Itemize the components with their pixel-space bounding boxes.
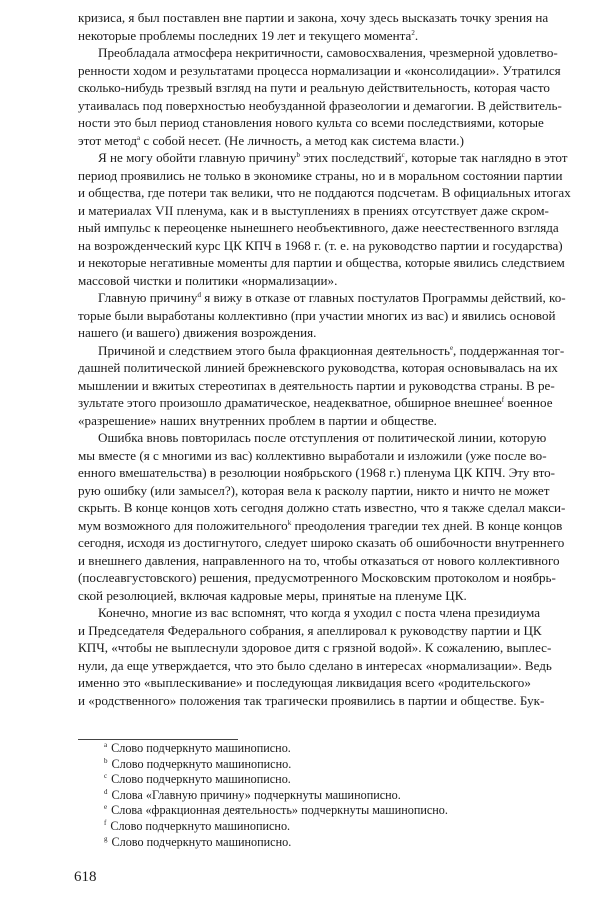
- paragraph: [78, 44, 562, 149]
- footnote: [104, 835, 448, 851]
- footnote-text: Слово подчеркнуто машинописно.: [110, 818, 291, 833]
- text-run: и «родственного» положения так трагически проявились в партии и обществе. Бук-: [78, 692, 545, 708]
- text-run: и Председателя Федерального собрания, я апеллировал к руководству партии и ЦК: [78, 622, 542, 638]
- text-run: Ошибка вновь повторилась после отступления от политической линии, которую: [98, 430, 547, 445]
- text-run: нашего (и вашего) движения возрождения.: [78, 325, 317, 340]
- text-line: [78, 219, 559, 237]
- text-run: ской резолюцией, включая кадровые меры, принятые на пленуме ЦК.: [78, 587, 467, 603]
- footnote-ref: e: [449, 343, 454, 352]
- footnote-mark: c: [104, 772, 108, 781]
- page-number: 618: [74, 869, 97, 885]
- text-run: Я не могу обойти главную причину: [98, 150, 297, 165]
- text-line: [78, 202, 549, 220]
- text-run: .: [414, 27, 419, 43]
- footnote-text: Слово подчеркнуто машинописно.: [111, 834, 292, 849]
- footnote-ref: f: [501, 396, 505, 404]
- text-line: [78, 552, 560, 570]
- text-run: и общества, где потери так велики, что не поддаются подсчетам. В официальных итогах: [78, 185, 571, 200]
- footnote: [104, 772, 448, 788]
- text-line: [78, 604, 541, 622]
- text-run: мышлении и вжитых стереотипах в деятельность партии и руководства страны. В ре-: [78, 377, 555, 393]
- text-line: [78, 447, 547, 465]
- text-line: [78, 62, 561, 80]
- text-run: и некоторые негативные моменты для партии и общества, которые явились следствием: [78, 255, 565, 270]
- text-line: [78, 534, 565, 552]
- footnote-mark: b: [104, 756, 108, 765]
- footnote-text: Слова «Главную причину» подчеркнуты машинописно.: [111, 787, 401, 802]
- text-run: мум возможного для положительного: [78, 517, 288, 533]
- text-run: период проявились не только в экономике страны, но и в моральном состоянии партии: [78, 167, 563, 183]
- footnote-ref: 2: [411, 28, 415, 37]
- text-run: этот метод: [78, 132, 138, 148]
- text-run: «разрешение» наших внутренних проблем в партии и обществе.: [78, 412, 437, 428]
- footnote-text: Слово подчеркнуто машинописно.: [111, 772, 291, 787]
- text-run: утаивалась под поверхностью необузданной фразеологии и демагогии. В действитель-: [78, 97, 562, 113]
- text-line: [78, 272, 530, 290]
- text-line: [78, 149, 568, 167]
- footnote-ref: b: [296, 151, 300, 159]
- footnote: [104, 741, 448, 757]
- paragraph: [78, 149, 571, 289]
- footnote-ref: c: [401, 151, 405, 159]
- footnote-text: Слово подчеркнуто машинописно.: [111, 741, 291, 755]
- text-run: Главную причину: [98, 290, 198, 305]
- text-line: [78, 464, 556, 482]
- text-line: [78, 517, 563, 535]
- body-text: [78, 9, 571, 709]
- text-line: [78, 324, 530, 342]
- text-line: [78, 499, 566, 517]
- text-run: и внешнего давления, направленного на то, чтобы отказаться от нового коллективного: [78, 552, 560, 568]
- text-run: на возрожденческий курс ЦК КПЧ в 1968 г. (т. е. на руководство партии и государства): [78, 237, 563, 253]
- text-line: [78, 569, 556, 587]
- text-run: военное: [504, 395, 553, 410]
- text-run: торые были выработаны коллективно (при участии многих из вас) и явились основой: [78, 307, 556, 323]
- footnote-mark: g: [104, 834, 108, 843]
- text-run: ный импульс к переоценке нынешнего необъективного, даже неестественного взгляда: [78, 220, 559, 235]
- text-run: мы вместе (я с многими из вас) коллективно выработали и изложили (уже после во-: [78, 447, 547, 463]
- text-run: именно это «выплескивание» и последующая ликвидация всего «родительского»: [78, 675, 531, 690]
- text-run: Преобладала атмосфера некритичности, самовосхваления, чрезмерной удовлетво-: [98, 45, 558, 60]
- text-run: Причиной и следствием этого была фракционная деятельность: [98, 342, 450, 358]
- text-line: [78, 359, 558, 377]
- text-line: [78, 377, 555, 395]
- paragraph: [78, 429, 566, 604]
- footnote-divider: [78, 739, 238, 740]
- text-line: [78, 622, 542, 640]
- footnote: [104, 757, 448, 773]
- footnote: [104, 819, 448, 835]
- text-run: (послеавгустовского) решения, предусмотренного Московским протоколом и ноябрь-: [78, 570, 556, 585]
- footnotes: [104, 741, 448, 850]
- text-run: дашней политической линией брежневского руководства, которая основывалась на их: [78, 360, 558, 375]
- text-run: некоторые проблемы последних 19 лет и текущего момента: [78, 27, 412, 43]
- text-line: [78, 394, 553, 412]
- footnote-ref: d: [197, 291, 201, 299]
- text-line: [78, 167, 563, 185]
- text-run: рую ошибку (или замысел?), которая вела к расколу партии, никто и ничто не может: [78, 482, 550, 498]
- paragraph: [78, 604, 552, 709]
- text-line: [78, 9, 549, 27]
- text-run: и материалах VII пленума, как и в выступлениях в прениях отсутствует даже скром-: [78, 202, 549, 218]
- text-line: [78, 587, 530, 605]
- text-line: [78, 307, 556, 325]
- text-line: [78, 657, 552, 675]
- text-run: КПЧ, «чтобы не выплеснули здоровое дитя с грязной водой». К сожалению, выплес-: [78, 640, 552, 655]
- text-line: [78, 27, 530, 45]
- footnote-mark: f: [104, 818, 107, 827]
- text-line: [78, 289, 566, 307]
- footnote-mark: d: [104, 787, 108, 796]
- text-line: [78, 342, 565, 360]
- text-line: [78, 132, 530, 150]
- text-line: [78, 237, 563, 255]
- text-run: скрыть. В конце концов хоть сегодня должно стать известно, что я также сделал макси-: [78, 500, 566, 515]
- footnote: [104, 788, 448, 804]
- text-line: [78, 639, 552, 657]
- text-run: с собой несет. (Не личность, а метод как система власти.): [140, 132, 464, 148]
- footnote-text: Слово подчеркнуто машинописно.: [111, 756, 292, 771]
- text-run: кризиса, я был поставлен вне партии и закона, хочу здесь высказать точку зрения на: [78, 10, 549, 25]
- text-line: [78, 79, 550, 97]
- text-run: , поддержанная тог-: [453, 342, 565, 358]
- text-run: массовой чистки и политики «нормализации».: [78, 272, 338, 288]
- text-run: зультате этого произошло драматическое, неадекватное, обширное внешнее: [78, 395, 502, 410]
- footnote-mark: e: [104, 803, 108, 812]
- text-run: ности это был период становления нового культа со всеми последствиями, которые: [78, 115, 544, 130]
- paragraph: [78, 9, 549, 44]
- paragraph: [78, 289, 566, 342]
- text-run: преодоления трагедии тех дней. В конце концов: [291, 517, 563, 533]
- paragraph: [78, 342, 565, 430]
- text-line: [78, 97, 562, 115]
- text-line: [78, 692, 545, 710]
- text-line: [78, 412, 530, 430]
- text-line: [78, 254, 565, 272]
- text-run: нули, да еще утверждается, что это было сделано в интересах «нормализации». Ведь: [78, 657, 552, 673]
- text-run: сегодня, исходя из достигнутого, следует широко сказать об ошибочности внутреннего: [78, 535, 565, 550]
- text-line: [78, 114, 544, 132]
- text-run: енного вмешательства) в резолюции ноябрьского (1968 г.) пленума ЦК КПЧ. Эту вто-: [78, 465, 556, 480]
- text-run: я вижу в отказе от главных постулатов Программы действий, ко-: [200, 290, 566, 305]
- text-line: [78, 429, 547, 447]
- text-run: этих последствий: [299, 150, 402, 165]
- text-run: , которые так наглядно в этот: [404, 150, 568, 165]
- footnote-text: Слова «фракционная деятельность» подчеркнуты машинописно.: [111, 803, 448, 818]
- footnote-ref: k: [287, 518, 292, 527]
- footnote-mark: a: [104, 741, 108, 749]
- text-run: ренности ходом и результатами процесса нормализации и «консолидации». Утратился: [78, 62, 561, 78]
- text-line: [78, 44, 558, 62]
- footnote: [104, 803, 448, 819]
- footnote-ref: a: [137, 133, 141, 142]
- text-run: Конечно, многие из вас вспомнят, что когда я уходил с поста члена президиума: [98, 605, 541, 620]
- text-run: сколько-нибудь трезвый взгляд на пути и реальную действительность, которая часто: [78, 80, 550, 95]
- text-line: [78, 184, 571, 202]
- text-line: [78, 482, 550, 500]
- text-line: [78, 674, 530, 692]
